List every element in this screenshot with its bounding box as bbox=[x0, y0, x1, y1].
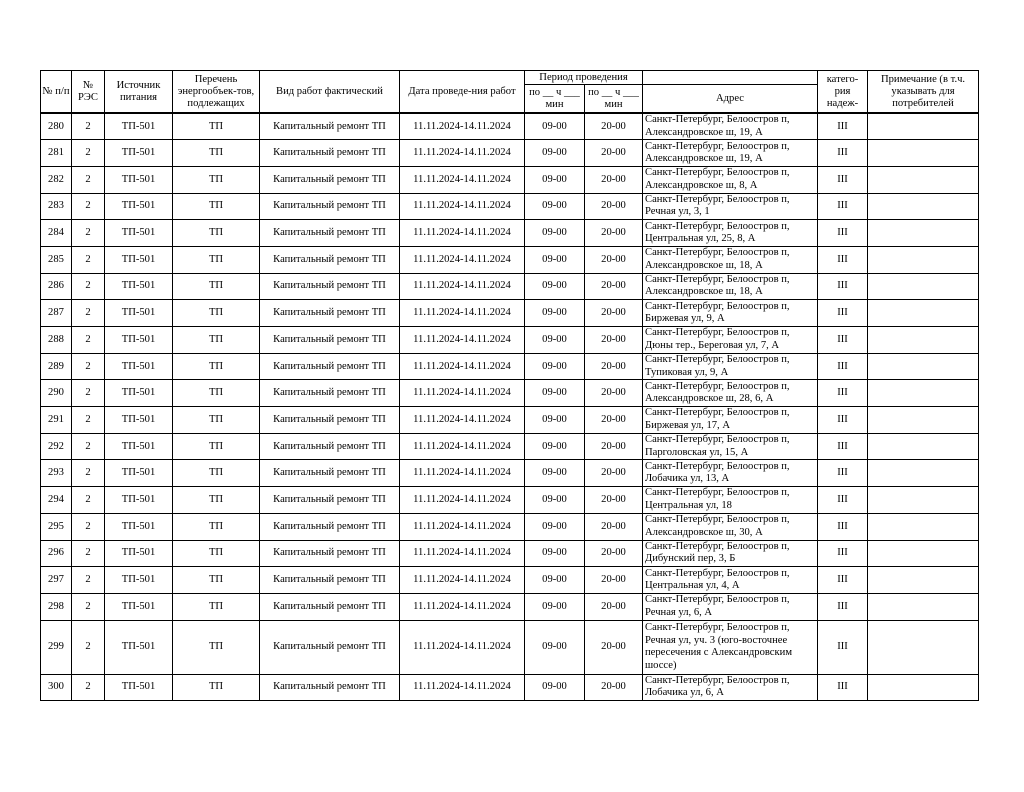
cell-category: III bbox=[818, 380, 868, 407]
table-row bbox=[41, 193, 979, 220]
cell-category: III bbox=[818, 593, 868, 620]
table-row bbox=[41, 113, 979, 140]
cell-note bbox=[868, 380, 979, 407]
cell-source: ТП-501 bbox=[105, 353, 173, 380]
cell-date: 11.11.2024-14.11.2024 bbox=[400, 567, 525, 594]
cell-num: 283 bbox=[41, 193, 72, 220]
cell-to: 20-00 bbox=[585, 540, 643, 567]
cell-date: 11.11.2024-14.11.2024 bbox=[400, 407, 525, 434]
cell-from: 09-00 bbox=[525, 460, 585, 487]
cell-source: ТП-501 bbox=[105, 460, 173, 487]
cell-address: Санкт-Петербург, Белоостров п, Центральная ул, 25, 8, А bbox=[643, 220, 818, 247]
cell-date: 11.11.2024-14.11.2024 bbox=[400, 487, 525, 514]
header-category: катего-рия надеж- bbox=[818, 71, 868, 114]
cell-work: Капитальный ремонт ТП bbox=[260, 113, 400, 140]
cell-objects: ТП bbox=[173, 407, 260, 434]
cell-note bbox=[868, 407, 979, 434]
cell-res: 2 bbox=[72, 407, 105, 434]
cell-work: Капитальный ремонт ТП bbox=[260, 193, 400, 220]
table-row bbox=[41, 140, 979, 167]
cell-res: 2 bbox=[72, 460, 105, 487]
cell-note bbox=[868, 593, 979, 620]
cell-num: 280 bbox=[41, 113, 72, 140]
header-note: Примечание (в т.ч. указывать для потребителей bbox=[868, 71, 979, 114]
header-source: Источник питания bbox=[105, 71, 173, 114]
cell-to: 20-00 bbox=[585, 433, 643, 460]
cell-date: 11.11.2024-14.11.2024 bbox=[400, 433, 525, 460]
cell-from: 09-00 bbox=[525, 674, 585, 701]
cell-from: 09-00 bbox=[525, 140, 585, 167]
cell-note bbox=[868, 540, 979, 567]
cell-res: 2 bbox=[72, 140, 105, 167]
cell-source: ТП-501 bbox=[105, 407, 173, 434]
cell-res: 2 bbox=[72, 513, 105, 540]
cell-work: Капитальный ремонт ТП bbox=[260, 567, 400, 594]
cell-category: III bbox=[818, 246, 868, 273]
cell-from: 09-00 bbox=[525, 567, 585, 594]
cell-to: 20-00 bbox=[585, 380, 643, 407]
cell-to: 20-00 bbox=[585, 407, 643, 434]
cell-date: 11.11.2024-14.11.2024 bbox=[400, 353, 525, 380]
cell-address: Санкт-Петербург, Белоостров п, Дибунский пер, 3, Б bbox=[643, 540, 818, 567]
cell-date: 11.11.2024-14.11.2024 bbox=[400, 220, 525, 247]
cell-res: 2 bbox=[72, 380, 105, 407]
cell-address: Санкт-Петербург, Белоостров п, Речная ул, уч. 3 (юго-восточнее пересечения с Александровским шоссе) bbox=[643, 620, 818, 674]
cell-res: 2 bbox=[72, 674, 105, 701]
cell-address: Санкт-Петербург, Белоостров п, Центральная ул, 18 bbox=[643, 487, 818, 514]
cell-from: 09-00 bbox=[525, 246, 585, 273]
cell-category: III bbox=[818, 113, 868, 140]
cell-res: 2 bbox=[72, 300, 105, 327]
cell-from: 09-00 bbox=[525, 407, 585, 434]
cell-objects: ТП bbox=[173, 220, 260, 247]
cell-to: 20-00 bbox=[585, 140, 643, 167]
cell-to: 20-00 bbox=[585, 674, 643, 701]
cell-address: Санкт-Петербург, Белоостров п, Тупиковая ул, 9, А bbox=[643, 353, 818, 380]
cell-source: ТП-501 bbox=[105, 433, 173, 460]
cell-source: ТП-501 bbox=[105, 567, 173, 594]
cell-from: 09-00 bbox=[525, 300, 585, 327]
cell-objects: ТП bbox=[173, 246, 260, 273]
cell-category: III bbox=[818, 140, 868, 167]
cell-address: Санкт-Петербург, Белоостров п, Речная ул, 3, 1 bbox=[643, 193, 818, 220]
cell-work: Капитальный ремонт ТП bbox=[260, 380, 400, 407]
cell-date: 11.11.2024-14.11.2024 bbox=[400, 300, 525, 327]
cell-note bbox=[868, 246, 979, 273]
cell-category: III bbox=[818, 193, 868, 220]
cell-note bbox=[868, 300, 979, 327]
cell-res: 2 bbox=[72, 433, 105, 460]
header-objects: Перечень энергообъек-тов, подлежащих bbox=[173, 71, 260, 114]
cell-category: III bbox=[818, 674, 868, 701]
cell-note bbox=[868, 193, 979, 220]
cell-num: 290 bbox=[41, 380, 72, 407]
cell-note bbox=[868, 273, 979, 300]
cell-res: 2 bbox=[72, 220, 105, 247]
cell-address: Санкт-Петербург, Белоостров п, Парголовская ул, 15, А bbox=[643, 433, 818, 460]
outage-schedule-sheet bbox=[40, 70, 978, 701]
cell-source: ТП-501 bbox=[105, 220, 173, 247]
header-address-top bbox=[643, 71, 818, 85]
cell-objects: ТП bbox=[173, 460, 260, 487]
cell-res: 2 bbox=[72, 620, 105, 674]
cell-note bbox=[868, 433, 979, 460]
cell-from: 09-00 bbox=[525, 487, 585, 514]
cell-category: III bbox=[818, 487, 868, 514]
header-period-from: по __ ч ___ мин bbox=[525, 85, 585, 114]
cell-to: 20-00 bbox=[585, 620, 643, 674]
cell-from: 09-00 bbox=[525, 433, 585, 460]
cell-category: III bbox=[818, 300, 868, 327]
cell-num: 292 bbox=[41, 433, 72, 460]
cell-note bbox=[868, 674, 979, 701]
cell-num: 285 bbox=[41, 246, 72, 273]
cell-address: Санкт-Петербург, Белоостров п, Александровское ш, 18, А bbox=[643, 246, 818, 273]
cell-date: 11.11.2024-14.11.2024 bbox=[400, 327, 525, 354]
cell-date: 11.11.2024-14.11.2024 bbox=[400, 380, 525, 407]
table-row bbox=[41, 300, 979, 327]
cell-objects: ТП bbox=[173, 113, 260, 140]
cell-note bbox=[868, 487, 979, 514]
cell-from: 09-00 bbox=[525, 273, 585, 300]
outage-schedule-table bbox=[40, 70, 979, 701]
cell-num: 297 bbox=[41, 567, 72, 594]
cell-source: ТП-501 bbox=[105, 273, 173, 300]
cell-category: III bbox=[818, 220, 868, 247]
cell-objects: ТП bbox=[173, 380, 260, 407]
cell-category: III bbox=[818, 166, 868, 193]
cell-num: 299 bbox=[41, 620, 72, 674]
header-work: Вид работ фактический bbox=[260, 71, 400, 114]
cell-from: 09-00 bbox=[525, 353, 585, 380]
cell-objects: ТП bbox=[173, 540, 260, 567]
cell-num: 291 bbox=[41, 407, 72, 434]
cell-address: Санкт-Петербург, Белоостров п, Александровское ш, 30, А bbox=[643, 513, 818, 540]
cell-work: Капитальный ремонт ТП bbox=[260, 220, 400, 247]
cell-date: 11.11.2024-14.11.2024 bbox=[400, 113, 525, 140]
cell-work: Капитальный ремонт ТП bbox=[260, 246, 400, 273]
cell-res: 2 bbox=[72, 593, 105, 620]
cell-note bbox=[868, 567, 979, 594]
cell-address: Санкт-Петербург, Белоостров п, Александровское ш, 19, А bbox=[643, 140, 818, 167]
table-row bbox=[41, 166, 979, 193]
cell-address: Санкт-Петербург, Белоостров п, Дюны тер., Береговая ул, 7, А bbox=[643, 327, 818, 354]
cell-to: 20-00 bbox=[585, 166, 643, 193]
cell-from: 09-00 bbox=[525, 193, 585, 220]
table-row bbox=[41, 353, 979, 380]
cell-to: 20-00 bbox=[585, 487, 643, 514]
cell-date: 11.11.2024-14.11.2024 bbox=[400, 460, 525, 487]
cell-source: ТП-501 bbox=[105, 113, 173, 140]
cell-note bbox=[868, 353, 979, 380]
table-row bbox=[41, 513, 979, 540]
cell-date: 11.11.2024-14.11.2024 bbox=[400, 593, 525, 620]
cell-num: 295 bbox=[41, 513, 72, 540]
cell-address: Санкт-Петербург, Белоостров п, Лобачика ул, 6, А bbox=[643, 674, 818, 701]
cell-note bbox=[868, 460, 979, 487]
cell-source: ТП-501 bbox=[105, 300, 173, 327]
table-row bbox=[41, 407, 979, 434]
cell-num: 298 bbox=[41, 593, 72, 620]
cell-source: ТП-501 bbox=[105, 540, 173, 567]
cell-address: Санкт-Петербург, Белоостров п, Биржевая ул, 17, А bbox=[643, 407, 818, 434]
table-row bbox=[41, 327, 979, 354]
cell-num: 286 bbox=[41, 273, 72, 300]
cell-work: Капитальный ремонт ТП bbox=[260, 353, 400, 380]
cell-to: 20-00 bbox=[585, 353, 643, 380]
cell-category: III bbox=[818, 353, 868, 380]
cell-note bbox=[868, 327, 979, 354]
cell-res: 2 bbox=[72, 193, 105, 220]
cell-work: Капитальный ремонт ТП bbox=[260, 327, 400, 354]
cell-note bbox=[868, 620, 979, 674]
table-row bbox=[41, 674, 979, 701]
cell-source: ТП-501 bbox=[105, 380, 173, 407]
cell-work: Капитальный ремонт ТП bbox=[260, 513, 400, 540]
cell-objects: ТП bbox=[173, 193, 260, 220]
cell-address: Санкт-Петербург, Белоостров п, Александровское ш, 18, А bbox=[643, 273, 818, 300]
cell-res: 2 bbox=[72, 540, 105, 567]
cell-objects: ТП bbox=[173, 140, 260, 167]
cell-category: III bbox=[818, 620, 868, 674]
cell-num: 289 bbox=[41, 353, 72, 380]
cell-work: Капитальный ремонт ТП bbox=[260, 487, 400, 514]
cell-res: 2 bbox=[72, 327, 105, 354]
cell-from: 09-00 bbox=[525, 327, 585, 354]
cell-source: ТП-501 bbox=[105, 674, 173, 701]
cell-note bbox=[868, 513, 979, 540]
cell-work: Капитальный ремонт ТП bbox=[260, 140, 400, 167]
cell-to: 20-00 bbox=[585, 220, 643, 247]
cell-note bbox=[868, 220, 979, 247]
cell-from: 09-00 bbox=[525, 380, 585, 407]
cell-source: ТП-501 bbox=[105, 487, 173, 514]
cell-num: 284 bbox=[41, 220, 72, 247]
table-row bbox=[41, 540, 979, 567]
cell-to: 20-00 bbox=[585, 246, 643, 273]
cell-date: 11.11.2024-14.11.2024 bbox=[400, 620, 525, 674]
header-period-to: по __ ч ___ мин bbox=[585, 85, 643, 114]
cell-date: 11.11.2024-14.11.2024 bbox=[400, 674, 525, 701]
cell-source: ТП-501 bbox=[105, 140, 173, 167]
cell-note bbox=[868, 166, 979, 193]
cell-from: 09-00 bbox=[525, 620, 585, 674]
cell-address: Санкт-Петербург, Белоостров п, Александровское ш, 19, А bbox=[643, 113, 818, 140]
cell-objects: ТП bbox=[173, 273, 260, 300]
table-body bbox=[41, 113, 979, 701]
cell-source: ТП-501 bbox=[105, 166, 173, 193]
cell-date: 11.11.2024-14.11.2024 bbox=[400, 166, 525, 193]
table-row bbox=[41, 620, 979, 674]
cell-source: ТП-501 bbox=[105, 327, 173, 354]
cell-address: Санкт-Петербург, Белоостров п, Речная ул, 6, А bbox=[643, 593, 818, 620]
cell-num: 296 bbox=[41, 540, 72, 567]
cell-date: 11.11.2024-14.11.2024 bbox=[400, 140, 525, 167]
cell-work: Капитальный ремонт ТП bbox=[260, 407, 400, 434]
cell-address: Санкт-Петербург, Белоостров п, Александровское ш, 8, А bbox=[643, 166, 818, 193]
table-row bbox=[41, 567, 979, 594]
cell-work: Капитальный ремонт ТП bbox=[260, 620, 400, 674]
cell-source: ТП-501 bbox=[105, 513, 173, 540]
cell-note bbox=[868, 113, 979, 140]
cell-num: 288 bbox=[41, 327, 72, 354]
cell-work: Капитальный ремонт ТП bbox=[260, 166, 400, 193]
cell-to: 20-00 bbox=[585, 460, 643, 487]
cell-date: 11.11.2024-14.11.2024 bbox=[400, 246, 525, 273]
cell-category: III bbox=[818, 433, 868, 460]
cell-to: 20-00 bbox=[585, 593, 643, 620]
cell-objects: ТП bbox=[173, 620, 260, 674]
table-row bbox=[41, 593, 979, 620]
cell-source: ТП-501 bbox=[105, 246, 173, 273]
table-row bbox=[41, 220, 979, 247]
cell-source: ТП-501 bbox=[105, 593, 173, 620]
cell-to: 20-00 bbox=[585, 193, 643, 220]
cell-work: Капитальный ремонт ТП bbox=[260, 540, 400, 567]
cell-objects: ТП bbox=[173, 300, 260, 327]
cell-source: ТП-501 bbox=[105, 193, 173, 220]
cell-to: 20-00 bbox=[585, 513, 643, 540]
cell-work: Капитальный ремонт ТП bbox=[260, 674, 400, 701]
cell-address: Санкт-Петербург, Белоостров п, Биржевая ул, 9, А bbox=[643, 300, 818, 327]
cell-date: 11.11.2024-14.11.2024 bbox=[400, 540, 525, 567]
cell-objects: ТП bbox=[173, 567, 260, 594]
cell-address: Санкт-Петербург, Белоостров п, Лобачика ул, 13, А bbox=[643, 460, 818, 487]
cell-res: 2 bbox=[72, 487, 105, 514]
cell-from: 09-00 bbox=[525, 166, 585, 193]
cell-work: Капитальный ремонт ТП bbox=[260, 593, 400, 620]
cell-category: III bbox=[818, 540, 868, 567]
cell-work: Капитальный ремонт ТП bbox=[260, 300, 400, 327]
cell-note bbox=[868, 140, 979, 167]
cell-num: 294 bbox=[41, 487, 72, 514]
cell-objects: ТП bbox=[173, 513, 260, 540]
cell-res: 2 bbox=[72, 273, 105, 300]
cell-objects: ТП bbox=[173, 593, 260, 620]
cell-res: 2 bbox=[72, 567, 105, 594]
cell-objects: ТП bbox=[173, 353, 260, 380]
cell-res: 2 bbox=[72, 113, 105, 140]
table-row bbox=[41, 433, 979, 460]
cell-from: 09-00 bbox=[525, 513, 585, 540]
cell-objects: ТП bbox=[173, 433, 260, 460]
cell-num: 293 bbox=[41, 460, 72, 487]
header-address: Адрес bbox=[643, 85, 818, 114]
header-period: Период проведения bbox=[525, 71, 643, 85]
cell-category: III bbox=[818, 513, 868, 540]
cell-num: 282 bbox=[41, 166, 72, 193]
cell-source: ТП-501 bbox=[105, 620, 173, 674]
cell-from: 09-00 bbox=[525, 113, 585, 140]
cell-date: 11.11.2024-14.11.2024 bbox=[400, 513, 525, 540]
cell-category: III bbox=[818, 567, 868, 594]
table-row bbox=[41, 273, 979, 300]
cell-category: III bbox=[818, 327, 868, 354]
header-date: Дата проведе-ния работ bbox=[400, 71, 525, 114]
cell-objects: ТП bbox=[173, 487, 260, 514]
cell-num: 287 bbox=[41, 300, 72, 327]
cell-from: 09-00 bbox=[525, 220, 585, 247]
cell-objects: ТП bbox=[173, 327, 260, 354]
cell-from: 09-00 bbox=[525, 540, 585, 567]
cell-category: III bbox=[818, 460, 868, 487]
cell-address: Санкт-Петербург, Белоостров п, Центральная ул, 4, А bbox=[643, 567, 818, 594]
cell-res: 2 bbox=[72, 166, 105, 193]
cell-date: 11.11.2024-14.11.2024 bbox=[400, 193, 525, 220]
cell-to: 20-00 bbox=[585, 113, 643, 140]
cell-num: 300 bbox=[41, 674, 72, 701]
cell-address: Санкт-Петербург, Белоостров п, Александровское ш, 28, 6, А bbox=[643, 380, 818, 407]
cell-res: 2 bbox=[72, 246, 105, 273]
header-res: № РЭС bbox=[72, 71, 105, 114]
cell-to: 20-00 bbox=[585, 567, 643, 594]
table-row bbox=[41, 246, 979, 273]
table-header bbox=[41, 71, 979, 114]
table-row bbox=[41, 487, 979, 514]
table-row bbox=[41, 460, 979, 487]
cell-work: Капитальный ремонт ТП bbox=[260, 273, 400, 300]
cell-work: Капитальный ремонт ТП bbox=[260, 460, 400, 487]
cell-category: III bbox=[818, 273, 868, 300]
header-num: № п/п bbox=[41, 71, 72, 114]
table-row bbox=[41, 380, 979, 407]
cell-from: 09-00 bbox=[525, 593, 585, 620]
cell-objects: ТП bbox=[173, 674, 260, 701]
cell-to: 20-00 bbox=[585, 273, 643, 300]
cell-to: 20-00 bbox=[585, 300, 643, 327]
cell-work: Капитальный ремонт ТП bbox=[260, 433, 400, 460]
cell-date: 11.11.2024-14.11.2024 bbox=[400, 273, 525, 300]
cell-to: 20-00 bbox=[585, 327, 643, 354]
cell-objects: ТП bbox=[173, 166, 260, 193]
cell-num: 281 bbox=[41, 140, 72, 167]
cell-res: 2 bbox=[72, 353, 105, 380]
cell-category: III bbox=[818, 407, 868, 434]
